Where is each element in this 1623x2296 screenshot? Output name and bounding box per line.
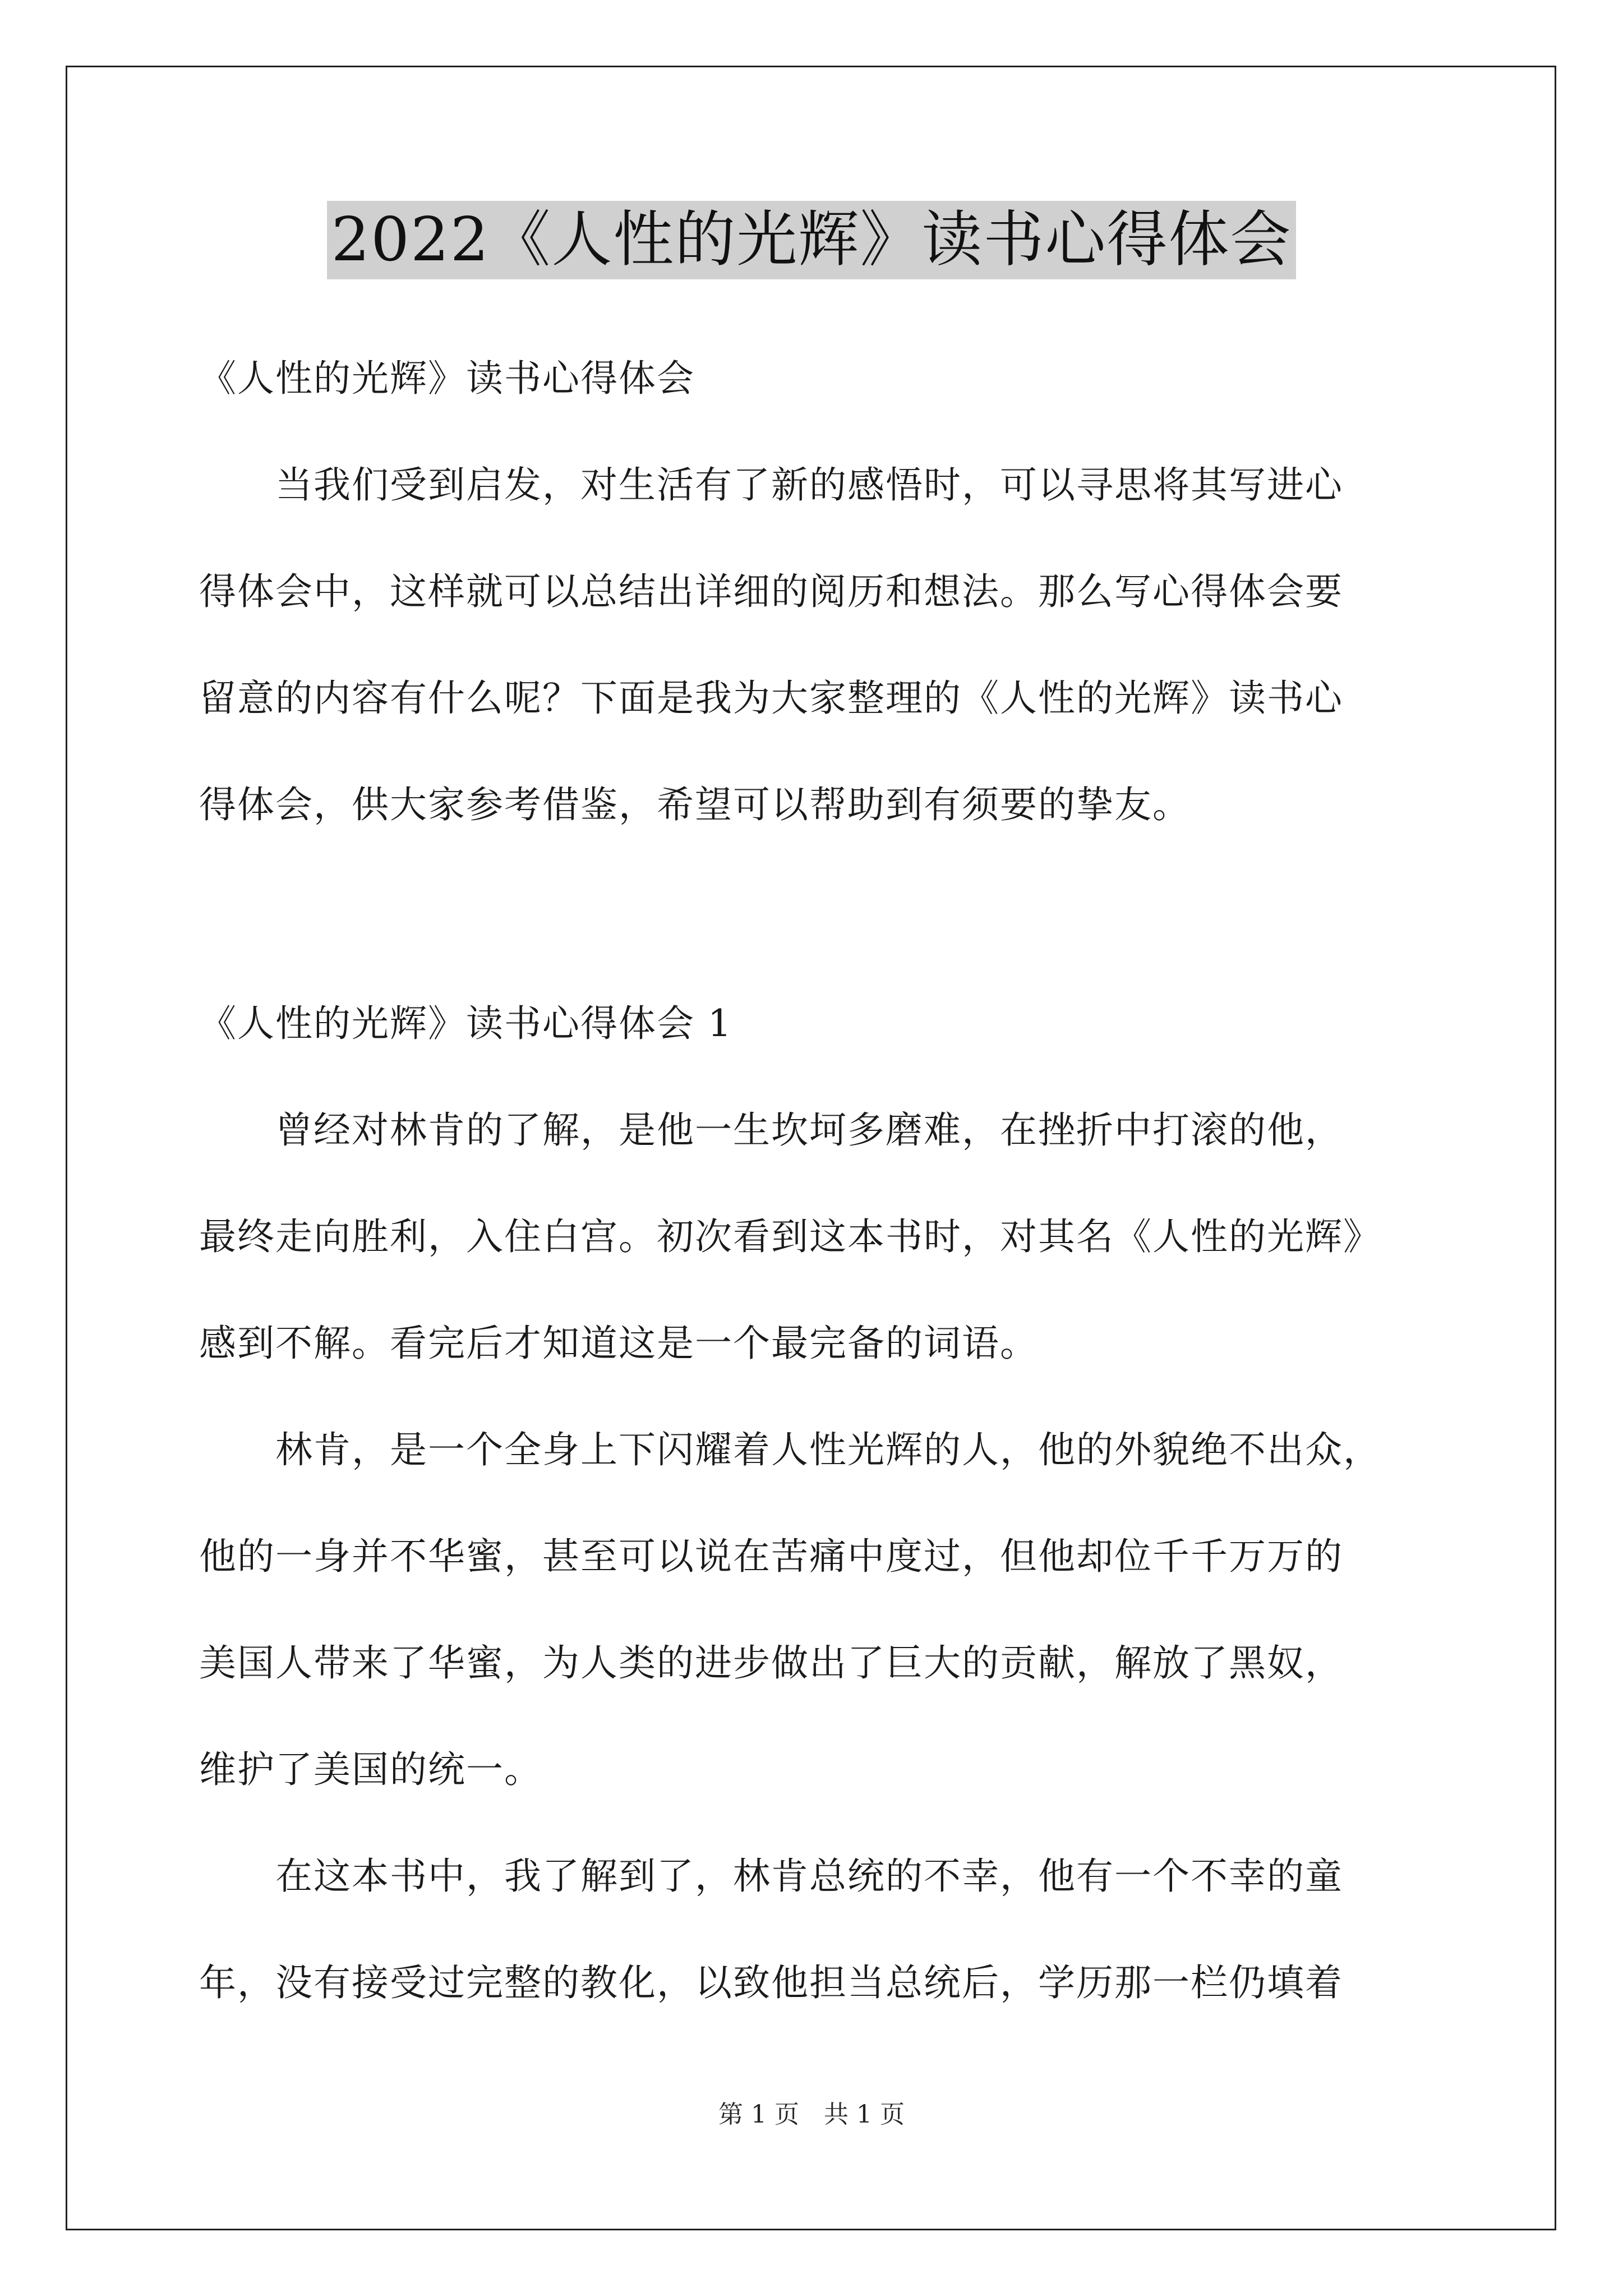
paragraph-line: 美国人带来了华蜜，为人类的进步做出了巨大的贡献，解放了黑奴，	[199, 1641, 1343, 1685]
paragraph-line: 他的一身并不华蜜，甚至可以说在苦痛中度过，但他却位千千万万的	[199, 1535, 1343, 1578]
title-container	[0, 201, 1623, 279]
paragraph-line: 维护了美国的统一。	[199, 1748, 542, 1791]
section-heading-1: 《人性的光辉》读书心得体会 1	[199, 1002, 732, 1045]
paragraph-line: 在这本书中，我了解到了，林肯总统的不幸，他有一个不幸的童	[199, 1855, 1343, 1898]
paragraph-line: 留意的内容有什么呢？下面是我为大家整理的《人性的光辉》读书心	[199, 677, 1343, 720]
paragraph-line: 得体会中，这样就可以总结出详细的阅历和想法。那么写心得体会要	[199, 570, 1343, 613]
paragraph-line: 曾经对林肯的了解，是他一生坎坷多磨难，在挫折中打滚的他，	[199, 1108, 1343, 1152]
paragraph-line: 最终走向胜利，入住白宫。初次看到这本书时，对其名《人性的光辉》	[199, 1215, 1381, 1258]
paragraph-line: 林肯，是一个全身上下闪耀着人性光辉的人，他的外貌绝不出众，	[199, 1428, 1381, 1471]
document-title: 2022《人性的光辉》读书心得体会	[327, 201, 1297, 279]
page-footer: 第 1 页 共 1 页	[718, 2100, 905, 2129]
section-heading-intro: 《人性的光辉》读书心得体会	[199, 357, 695, 400]
paragraph-line: 年，没有接受过完整的教化，以致他担当总统后，学历那一栏仍填着	[199, 1961, 1343, 2004]
paragraph-line: 当我们受到启发，对生活有了新的感悟时，可以寻思将其写进心	[199, 463, 1343, 507]
paragraph-line: 得体会，供大家参考借鉴，希望可以帮助到有须要的挚友。	[199, 783, 1191, 826]
paragraph-line: 感到不解。看完后才知道这是一个最完备的词语。	[199, 1322, 1038, 1365]
